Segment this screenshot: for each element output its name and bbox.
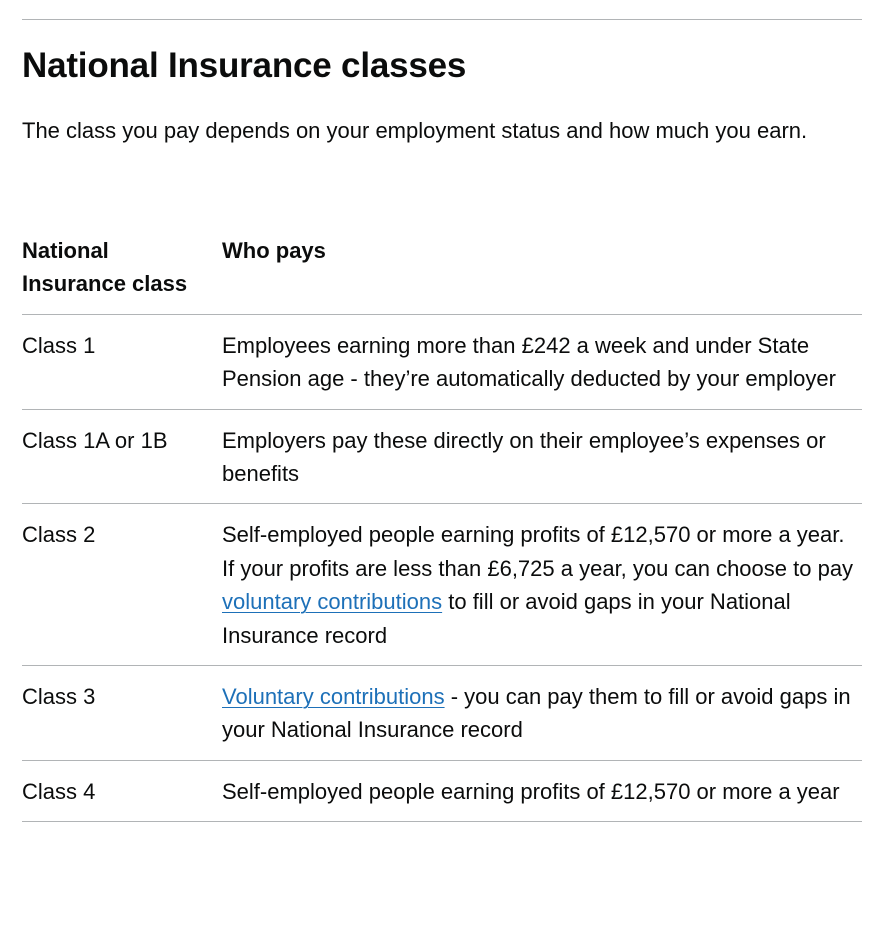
header-who-pays: Who pays bbox=[222, 234, 862, 314]
who-pays-text: Self-employed people earning profits of £12,570 or more a year. If your profits are less than £6,725 a year, you can choose to pay bbox=[222, 522, 854, 581]
who-pays-cell: Employees earning more than £242 a week and under State Pension age - they’re automatically deducted by your employer bbox=[222, 314, 862, 409]
class-cell: Class 2 bbox=[22, 504, 222, 666]
section-divider bbox=[22, 19, 862, 20]
class-cell: Class 4 bbox=[22, 760, 222, 821]
who-pays-cell bbox=[222, 666, 862, 761]
table-row bbox=[22, 666, 862, 761]
who-pays-cell: Employers pay these directly on their employee’s expenses or benefits bbox=[222, 409, 862, 504]
table-row bbox=[22, 760, 862, 821]
who-pays-text: to fill or avoid gaps in your National Insurance record bbox=[222, 589, 791, 648]
who-pays-cell: Self-employed people earning profits of £12,570 or more a year bbox=[222, 760, 862, 821]
class-cell: Class 3 bbox=[22, 666, 222, 761]
voluntary-contributions-link[interactable]: voluntary contributions bbox=[222, 589, 443, 615]
ni-classes-table bbox=[22, 234, 862, 822]
section-title: National Insurance classes bbox=[22, 46, 467, 85]
header-class: National Insurance class bbox=[22, 234, 222, 314]
table-row bbox=[22, 409, 862, 504]
table-header-row bbox=[22, 234, 862, 314]
section-lead: The class you pay depends on your employment status and how much you earn. bbox=[22, 118, 808, 143]
voluntary-contributions-link[interactable]: Voluntary contributions bbox=[222, 684, 445, 710]
table-row bbox=[22, 504, 862, 666]
who-pays-cell bbox=[222, 504, 862, 666]
who-pays-text: - you can pay them to fill or avoid gaps in your National Insurance record bbox=[222, 684, 851, 743]
table-row bbox=[22, 314, 862, 409]
class-cell: Class 1 bbox=[22, 314, 222, 409]
class-cell: Class 1A or 1B bbox=[22, 409, 222, 504]
